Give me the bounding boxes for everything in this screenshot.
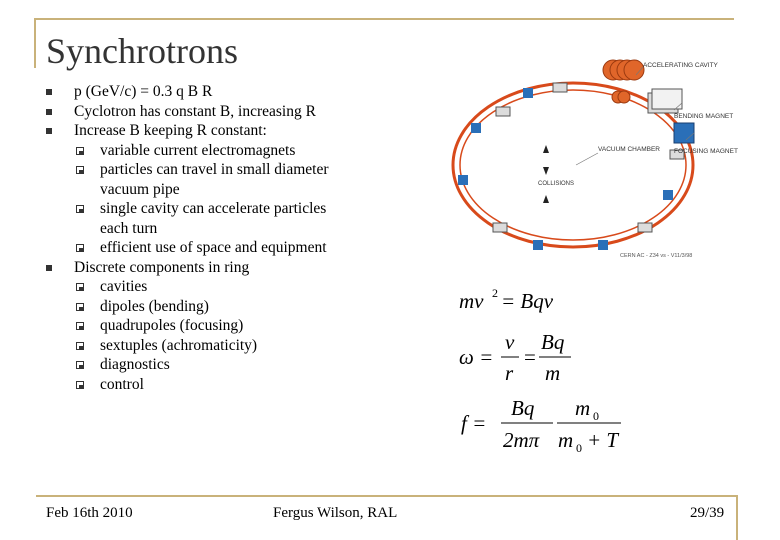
bullet-item: [46, 375, 426, 395]
frame-bottom-line: [36, 495, 736, 497]
bullet-text: Increase B keeping R constant:: [74, 122, 267, 139]
bullet-item: [46, 277, 426, 297]
bullet-item: [46, 258, 426, 278]
svg-text:2mπ: 2mπ: [503, 428, 540, 452]
accelerating-cavity: [603, 60, 644, 80]
svg-text:m: m: [575, 396, 591, 420]
hollow-square-bullet-icon: [76, 283, 84, 291]
bullet-text: diagnostics: [100, 356, 170, 373]
bullet-item: [46, 199, 426, 219]
hollow-square-bullet-icon: [76, 147, 84, 155]
equations: [455, 280, 655, 470]
svg-text:ω =: ω =: [459, 345, 494, 369]
focusing-magnet: [674, 123, 694, 143]
bullet-text: single cavity can accelerate particles: [100, 200, 327, 217]
hollow-square-bullet-icon: [76, 303, 84, 311]
bullet-item: [46, 238, 426, 258]
svg-text:m: m: [558, 428, 574, 452]
hollow-square-bullet-icon: [76, 381, 84, 389]
square-bullet-icon: [46, 265, 52, 271]
label-accelerating-cavity: ACCELERATING CAVITY: [643, 62, 718, 69]
bullet-item: [46, 160, 426, 180]
bullet-text: control: [100, 375, 144, 393]
svg-text:m: m: [545, 361, 561, 385]
bullet-text: cavities: [100, 278, 148, 295]
bullet-text: sextuples (achromaticity): [100, 336, 258, 354]
bullet-item: [46, 121, 426, 141]
footer-page-number: 29/39: [690, 505, 725, 521]
bullet-item: [46, 82, 426, 102]
footer-author: Fergus Wilson, RAL: [273, 505, 398, 521]
bullet-item: [46, 102, 426, 122]
svg-text:r: r: [505, 361, 514, 385]
label-focusing-magnet: FOCUSING MAGNET: [674, 148, 738, 155]
bullet-item: [46, 316, 426, 336]
bullet-item: [46, 355, 426, 375]
synchrotron-diagram: [438, 45, 738, 260]
bending-magnet: [648, 89, 682, 113]
svg-text:0: 0: [576, 441, 582, 455]
hollow-square-bullet-icon: [76, 205, 84, 213]
svg-text:Bq: Bq: [511, 396, 535, 420]
footer-date: Feb 16th 2010: [46, 505, 133, 521]
bullet-list: [46, 82, 426, 394]
frame-left-line: [34, 18, 36, 68]
bullet-item: [46, 180, 426, 200]
bullet-text: Cyclotron has constant B, increasing R: [74, 102, 316, 120]
hollow-square-bullet-icon: [76, 361, 84, 369]
square-bullet-icon: [46, 89, 52, 95]
collision-arrows: [543, 145, 549, 203]
hollow-square-bullet-icon: [76, 342, 84, 350]
equation-omega: [459, 330, 571, 385]
bullet-item: [46, 141, 426, 161]
bullet-text: dipoles (bending): [100, 297, 209, 315]
frame-right-line: [736, 495, 738, 540]
bullet-text: each turn: [100, 219, 158, 237]
svg-text:+ T: + T: [587, 428, 619, 452]
slide-title: Synchrotrons: [46, 31, 238, 71]
bullet-text: variable current electromagnets: [100, 141, 296, 159]
equation-frequency: [461, 396, 621, 455]
svg-text:f =: f =: [461, 411, 487, 435]
frame-top-line: [34, 18, 734, 20]
square-bullet-icon: [46, 128, 52, 134]
hollow-square-bullet-icon: [76, 244, 84, 252]
svg-text:=: =: [524, 345, 536, 369]
bullet-text: efficient use of space and equipment: [100, 239, 327, 256]
bullet-item: [46, 219, 426, 239]
svg-text:= Bqv: = Bqv: [501, 289, 554, 313]
ring-cavity-marker: [612, 91, 630, 103]
diagram-credit: CERN AC - Z34 vs - V11/3/98: [620, 253, 693, 259]
svg-text:Bq: Bq: [541, 330, 565, 354]
equation-momentum: [459, 286, 554, 313]
bullet-text: particles can travel in small diameter: [100, 161, 329, 178]
svg-text:mv: mv: [459, 289, 484, 313]
bullet-text: p (GeV/c) = 0.3 q B R: [74, 83, 213, 100]
bullet-item: [46, 297, 426, 317]
square-bullet-icon: [46, 109, 52, 115]
label-vacuum-chamber: VACUUM CHAMBER: [598, 146, 660, 153]
hollow-square-bullet-icon: [76, 322, 84, 330]
svg-text:v: v: [505, 330, 515, 354]
hollow-square-bullet-icon: [76, 166, 84, 174]
bullet-item: [46, 336, 426, 356]
bullet-text: quadrupoles (focusing): [100, 317, 244, 334]
bullet-text: vacuum pipe: [100, 180, 180, 198]
bullet-text: Discrete components in ring: [74, 258, 250, 276]
svg-text:0: 0: [593, 409, 599, 423]
svg-text:2: 2: [492, 286, 498, 300]
label-bending-magnet: BENDING MAGNET: [674, 113, 734, 120]
label-collisions: COLLISIONS: [538, 181, 575, 187]
